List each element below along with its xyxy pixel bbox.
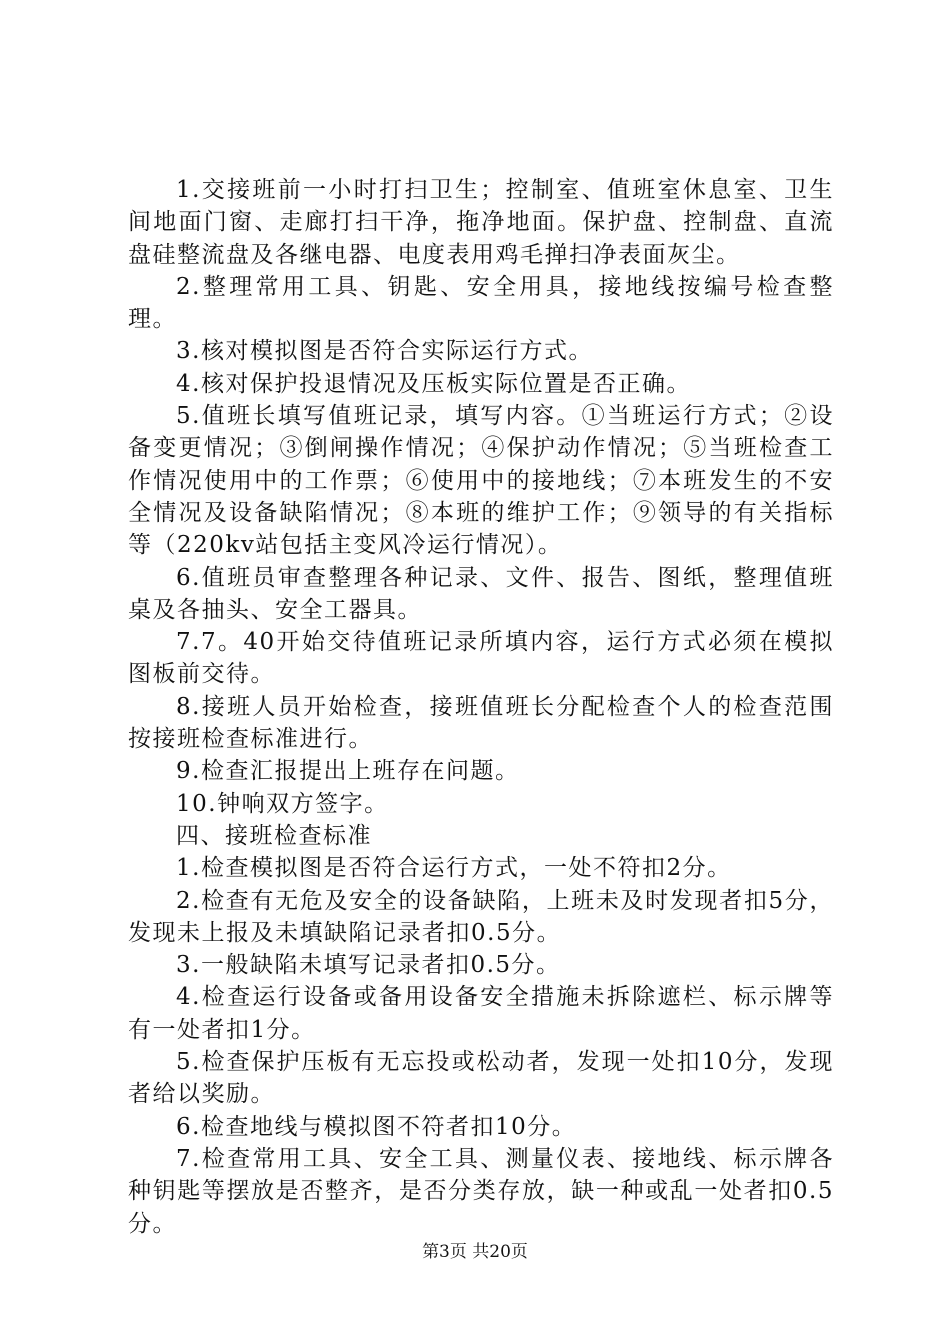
- paragraph: 3.一般缺陷未填写记录者扣0.5分。: [176, 952, 561, 979]
- paragraph: 6.检查地线与模拟图不符者扣10分。: [176, 1113, 577, 1140]
- paragraph: 4.核对保护投退情况及压板实际位置是否正确。: [176, 370, 691, 397]
- paragraph: 5.检查保护压板有无忘投或松动者，发现一处扣10分，发现者给以奖励。: [128, 1049, 834, 1108]
- paragraph: 8.接班人员开始检查，接班值班长分配检查个人的检查范围按接班检查标准进行。: [128, 693, 834, 753]
- paragraph: 2.整理常用工具、钥匙、安全用具，接地线按编号检查整理。: [128, 273, 834, 333]
- section-heading: 四、接班检查标准: [176, 822, 372, 849]
- paragraph: 1.检查模拟图是否符合运行方式，一处不符扣2分。: [176, 855, 732, 882]
- paragraph: 5.值班长填写值班记录，填写内容。①当班运行方式；②设备变更情况；③倒闸操作情况；④保护动作情况；⑤当班检查工作情况使用中的工作票；⑥使用中的接地线；⑦本班发生的不安全情况及设备缺陷情况；⑧本班的维护工作；⑨领导的有关指标等（220kv站包括主变风冷运行情况）。: [128, 403, 834, 559]
- paragraph: 10.钟响双方签字。: [176, 790, 389, 817]
- paragraph: 7.7。40开始交待值班记录所填内容，运行方式必须在模拟图板前交待。: [128, 629, 834, 688]
- page-footer: 第3页 共20页: [422, 1242, 528, 1262]
- paragraph: 6.值班员审查整理各种记录、文件、报告、图纸，整理值班桌及各抽头、安全工器具。: [128, 564, 834, 623]
- paragraph: 9.检查汇报提出上班存在问题。: [176, 758, 520, 785]
- paragraph: 7.检查常用工具、安全工具、测量仪表、接地线、标示牌各种钥匙等摆放是否整齐，是否分类存放，缺一种或乱一处者扣0.5分。: [128, 1145, 834, 1237]
- document-body: [128, 174, 834, 1240]
- paragraph: 2.检查有无危及安全的设备缺陷，上班未及时发现者扣5分，发现未上报及未填缺陷记录者扣0.5分。: [128, 887, 834, 946]
- paragraph: 1.交接班前一小时打扫卫生；控制室、值班室休息室、卫生间地面门窗、走廊打扫干净，拖净地面。保护盘、控制盘、直流盘硅整流盘及各继电器、电度表用鸡毛掸扫净表面灰尘。: [128, 177, 834, 268]
- paragraph: 3.核对模拟图是否符合实际运行方式。: [176, 338, 593, 365]
- paragraph: 4.检查运行设备或备用设备安全措施未拆除遮栏、标示牌等有一处者扣1分。: [128, 984, 834, 1043]
